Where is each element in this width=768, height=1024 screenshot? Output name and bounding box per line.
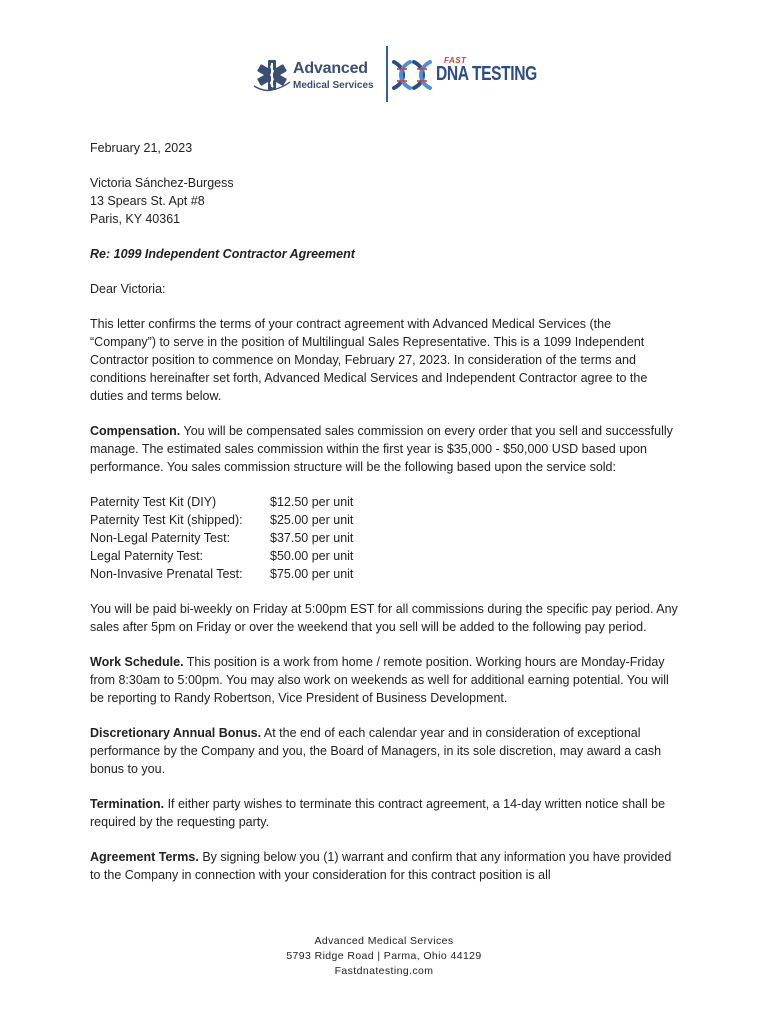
service-rate: $37.50 per unit — [270, 531, 354, 545]
agreement-terms-text: By signing below you (1) warrant and confirm that any information you have provided to the Company in connection with your consideration for this contract position is all — [90, 850, 672, 882]
letter-subject: Re: 1099 Independent Contractor Agreement — [90, 247, 355, 261]
commission-table — [90, 493, 353, 583]
ams-logo-name: Advanced — [293, 60, 368, 77]
service-name: Paternity Test Kit (DIY) — [90, 495, 217, 509]
table-row — [90, 511, 353, 529]
ams-logo-subname: Medical Services — [293, 80, 374, 91]
work-schedule-paragraph — [90, 653, 680, 707]
compensation-paragraph — [90, 422, 680, 476]
letterhead — [0, 46, 768, 104]
service-name: Non-Invasive Prenatal Test: — [90, 567, 243, 581]
intro-paragraph: This letter confirms the terms of your contract agreement with Advanced Medical Services (the “Company”) to serve in the position of Multilingual Sales Representative. This is a 1099 Independent Contractor position to commence on Monday, February 27, 2023. In consideration of the terms and conditions hereinafter set forth, Advanced Medical Services and Independent Contractor agree to the duties and terms below. — [90, 317, 648, 403]
termination-heading: Termination. — [90, 797, 165, 811]
letter-date: February 21, 2023 — [90, 141, 193, 155]
fast-dna-logo — [392, 50, 537, 100]
service-name: Paternity Test Kit (shipped): — [90, 513, 243, 527]
star-of-life-icon — [252, 56, 292, 94]
recipient-street: 13 Spears St. Apt #8 — [90, 194, 205, 208]
termination-text: If either party wishes to terminate this contract agreement, a 14-day written notice shall be required by the requesting party. — [90, 797, 666, 829]
work-schedule-text: This position is a work from home / remote position. Working hours are Monday-Friday from 8:30am to 5:00pm. You may also work on weekends as well for additional earning potential. You will be reporting to Randy Robertson, Vice President of Business Development. — [90, 655, 669, 705]
service-rate: $12.50 per unit — [270, 495, 354, 509]
ams-logo — [252, 50, 382, 100]
logo-divider — [386, 46, 388, 102]
service-rate: $50.00 per unit — [270, 549, 354, 563]
footer-website: Fastdnatesting.com — [334, 965, 434, 977]
salutation: Dear Victoria: — [90, 282, 166, 296]
agreement-terms-heading: Agreement Terms. — [90, 850, 199, 864]
footer-address: 5793 Ridge Road | Parma, Ohio 44129 — [286, 950, 482, 962]
table-row — [90, 565, 353, 583]
service-rate: $25.00 per unit — [270, 513, 354, 527]
letter-body — [90, 139, 680, 884]
bonus-heading: Discretionary Annual Bonus. — [90, 726, 262, 740]
service-rate: $75.00 per unit — [270, 567, 354, 581]
bonus-text: At the end of each calendar year and in consideration of exceptional performance by the Company and you, the Board of Managers, in its sole discretion, may award a cash bonus to you. — [90, 726, 662, 776]
service-name: Non-Legal Paternity Test: — [90, 531, 231, 545]
table-row — [90, 547, 353, 565]
fast-dna-logo-name: DNA TESTING — [436, 63, 537, 85]
dna-helix-icon — [392, 58, 436, 92]
agreement-terms-paragraph — [90, 848, 680, 884]
table-row — [90, 529, 353, 547]
footer-company: Advanced Medical Services — [314, 935, 454, 947]
termination-paragraph — [90, 795, 680, 831]
compensation-text: You will be compensated sales commission on every order that you sell and successfully manage. The estimated sales commission within the first year is $35,000 - $50,000 USD based upon performance. You sales commission structure will be the following based upon the service sold: — [90, 424, 673, 474]
recipient-name: Victoria Sánchez-Burgess — [90, 176, 234, 190]
compensation-heading: Compensation. — [90, 424, 181, 438]
pay-schedule-paragraph: You will be paid bi-weekly on Friday at 5:00pm EST for all commissions during the specific pay period. Any sales after 5pm on Friday or over the weekend that you sell will be added to the following pay period. — [90, 602, 678, 634]
bonus-paragraph — [90, 724, 680, 778]
table-row — [90, 493, 353, 511]
letter-footer — [0, 934, 768, 979]
service-name: Legal Paternity Test: — [90, 549, 204, 563]
recipient-city: Paris, KY 40361 — [90, 212, 181, 226]
work-schedule-heading: Work Schedule. — [90, 655, 184, 669]
fast-dna-logo-tag: FAST — [444, 56, 467, 65]
